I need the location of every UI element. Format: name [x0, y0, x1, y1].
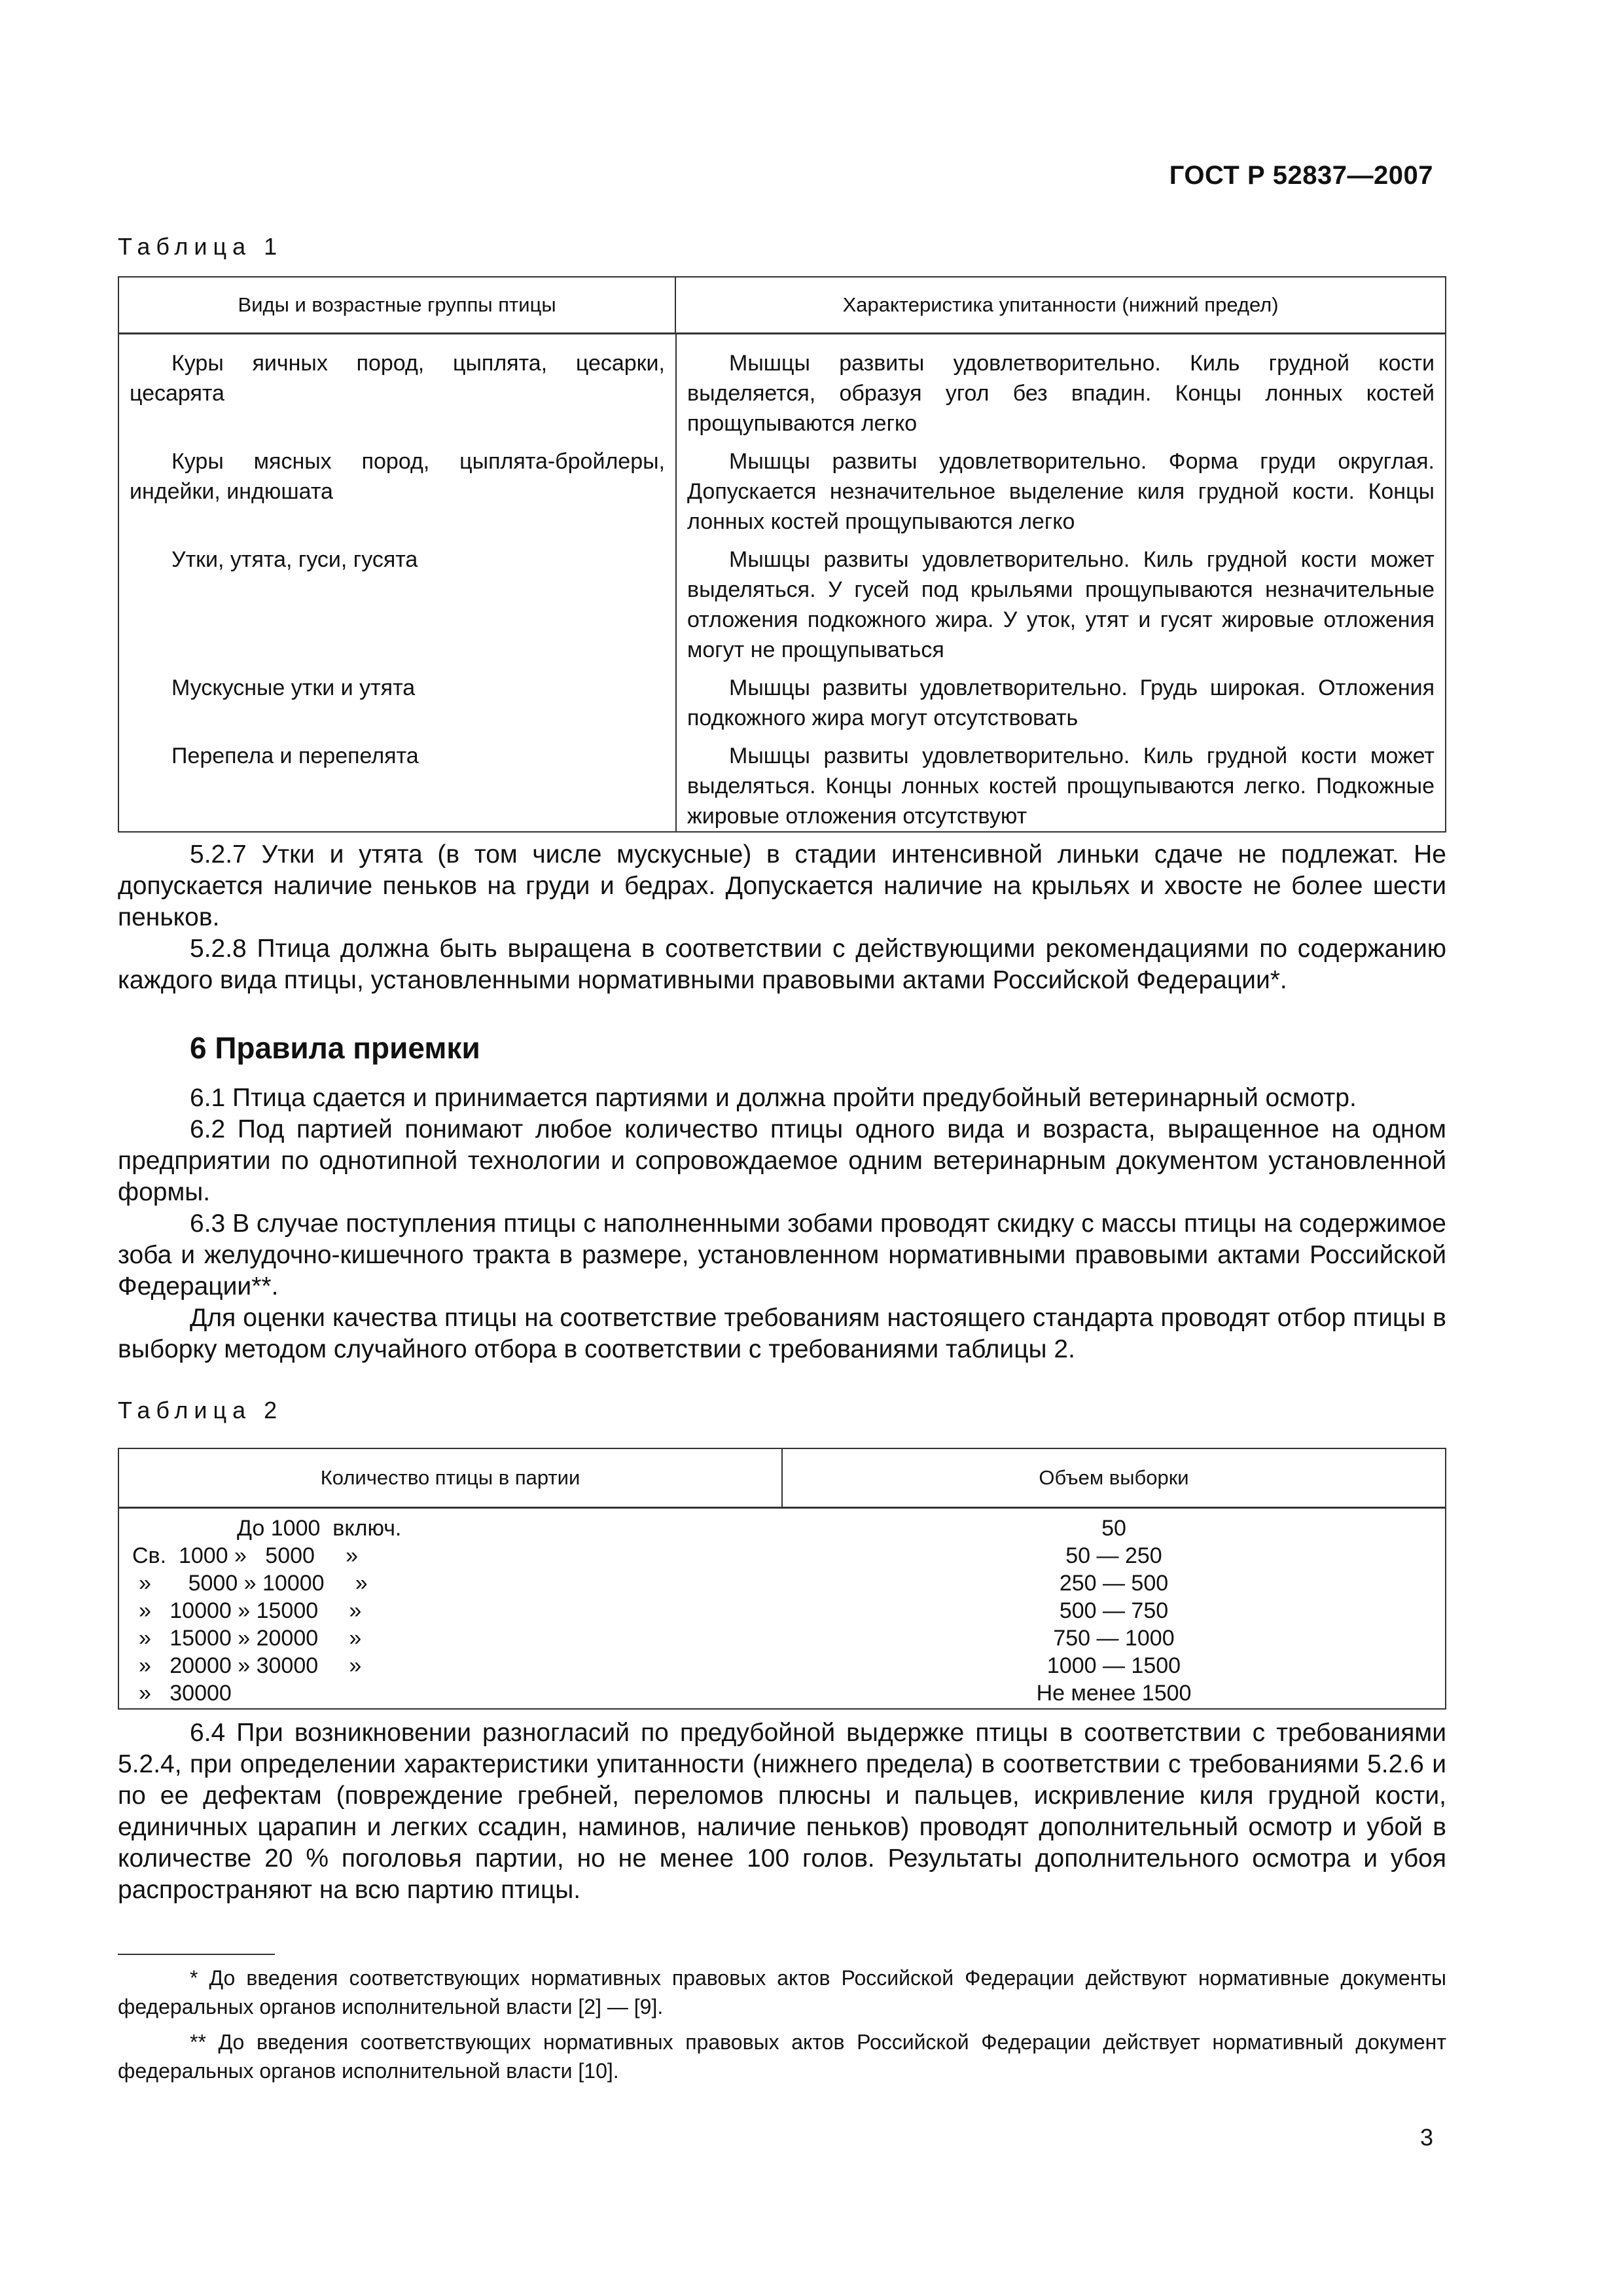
table2-quantity-cell: До 1000 включ.: [237, 1516, 402, 1541]
table2-sample-cell: 50 — 250: [1065, 1543, 1162, 1568]
table2-sample-cell: 500 — 750: [1059, 1598, 1169, 1623]
table1-header-characteristic: Характеристика упитанности (нижний предел): [842, 293, 1279, 316]
table1-species-cell: Куры яичных пород, цыплята, цесарки, цесарята: [130, 351, 665, 406]
footnote-separator: [118, 1954, 275, 1955]
table2-quantity-cell: » 20000 » 30000 »: [139, 1653, 362, 1678]
paragraph-5-2-7: 5.2.7 Утки и утята (в том числе мускусные) в стадии интенсивной линьки сдаче не подлежат. Не допускается наличие пеньков на груди и бедрах. Допускается наличие на крыльях и хвосте не более шести пеньков.: [118, 840, 1446, 931]
table1-column-divider: [675, 332, 677, 831]
page-number: 3: [1419, 2124, 1433, 2151]
table2-quantity-cell: » 15000 » 20000 »: [139, 1626, 362, 1651]
footnote-1: * До введения соответствующих нормативных правовых актов Российской Федерации действуют нормативные документы федеральных органов исполнительной власти [2] — [9].: [118, 1966, 1446, 2018]
table2-quantity-cell: » 30000: [139, 1681, 232, 1706]
paragraph-6-2: 6.2 Под партией понимают любое количество птицы одного вида и возраста, выращенное на одном предприятии по однотипной технологии и сопровождаемое одним ветеринарным документом установленной формы.: [118, 1115, 1446, 1206]
paragraph-6-3: 6.3 В случае поступления птицы с наполненными зобами проводят скидку с массы птицы на содержимое зоба и желудочно-кишечного тракта в размере, установленном нормативными правовыми актами Российской Федерации**.: [118, 1210, 1446, 1300]
table2-sample-cell: 750 — 1000: [1053, 1626, 1175, 1651]
table1-characteristic-cell: Мышцы развиты удовлетворительно. Киль грудной кости выделяется, образуя угол без впадин. Концы лонных костей прощупываются легко: [687, 351, 1435, 436]
table1-species-cell: Перепела и перепелята: [171, 744, 419, 768]
footnote-2: ** До введения соответствующих нормативных правовых актов Российской Федерации действует нормативный документ федеральных органов исполнительной власти [10].: [118, 2030, 1446, 2083]
paragraph-6-1: 6.1 Птица сдается и принимается партиями и должна пройти предубойный ветеринарный осмотр.: [190, 1084, 1357, 1112]
table2-header-divider: [781, 1449, 783, 1507]
table2-sample-cell: 250 — 500: [1059, 1571, 1169, 1596]
table1-header-row: [119, 278, 1445, 334]
section-heading: 6 Правила приемки: [190, 1031, 480, 1065]
table2-caption: Таблица 2: [118, 1397, 283, 1424]
table1-characteristic-cell: Мышцы развиты удовлетворительно. Форма груди округлая. Допускается незначительное выделение киля грудной кости. Концы лонных костей прощупываются легко: [687, 449, 1435, 534]
table1-caption: Таблица 1: [118, 233, 283, 260]
table1: [118, 276, 1446, 833]
table2-quantity-cell: » 10000 » 15000 »: [139, 1598, 362, 1623]
table2-sample-cell: 50: [1101, 1516, 1126, 1541]
table2-header-sample: Объем выборки: [1039, 1466, 1189, 1489]
paragraph-6-4: 6.4 При возникновении разногласий по предубойной выдержке птицы в соответствии с требованиями 5.2.4, при определении характеристики упитанности (нижнего предела) в соответствии с требованиями 5.2.6 и по ее дефектам (повреждение гребней, переломов плюсны и пальцев, искривление киля грудной кости, единичных царапин и легких ссадин, наминов, наличие пеньков) проводят дополнительный осмотр и убой в количестве 20 % поголовья партии, но не менее 100 голов. Результаты дополнительного осмотра и убоя распространяют на всю партию птицы.: [118, 1719, 1446, 1904]
table1-species-cell: Утки, утята, гуси, гусята: [171, 547, 418, 572]
table2-header-quantity: Количество птицы в партии: [119, 1449, 783, 1507]
paragraph-5-2-8: 5.2.8 Птица должна быть выращена в соответствии с действующими рекомендациями по содержанию каждого вида птицы, установленными нормативными правовыми актами Российской Федерации*.: [118, 935, 1446, 994]
table1-header-species: Виды и возрастные группы птицы: [119, 278, 676, 332]
paragraph-sampling: Для оценки качества птицы на соответствие требованиям настоящего стандарта проводят отбор птицы в выборку методом случайного отбора в соответствии с требованиями таблицы 2.: [118, 1304, 1446, 1363]
table2: [118, 1448, 1446, 1710]
table1-species-cell: Мускусные утки и утята: [171, 675, 416, 700]
table1-characteristic-cell: Мышцы развиты удовлетворительно. Киль грудной кости может выделяться. У гусей под крыльями прощупываются незначительные отложения подкожного жира. У уток, утят и гусят жировые отложения могут не прощупываться: [687, 547, 1435, 662]
table2-quantity-cell: Св. 1000 » 5000 »: [132, 1543, 359, 1568]
standard-code: ГОСТ Р 52837—2007: [1169, 161, 1433, 190]
table2-sample-cell: 1000 — 1500: [1046, 1653, 1181, 1678]
table2-quantity-cell: » 5000 » 10000 »: [139, 1571, 368, 1596]
table1-characteristic-cell: Мышцы развиты удовлетворительно. Киль грудной кости может выделяться. Концы лонных костей прощупываются легко. Подкожные жировые отложения отсутствуют: [687, 744, 1435, 829]
table1-characteristic-cell: Мышцы развиты удовлетворительно. Грудь широкая. Отложения подкожного жира могут отсутствовать: [687, 675, 1435, 730]
table2-sample-cell: Не менее 1500: [1036, 1681, 1192, 1706]
table1-species-cell: Куры мясных пород, цыплята-бройлеры, индейки, индюшата: [130, 449, 665, 504]
